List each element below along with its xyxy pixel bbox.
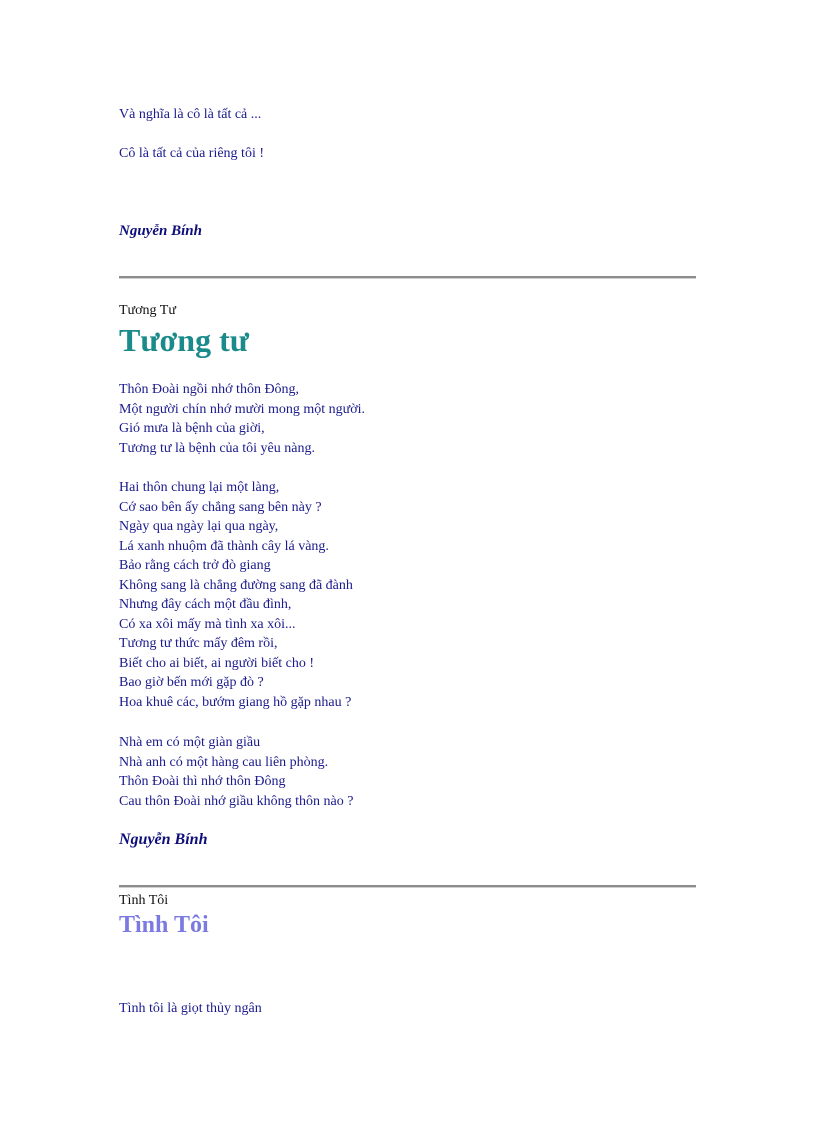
poem-line: Tương tư thức mấy đêm rồi, <box>119 636 278 651</box>
poem1-title: Tương tư <box>119 322 249 358</box>
poem-line: Cau thôn Đoài nhớ giầu không thôn nào ? <box>119 793 354 809</box>
poem2-small-title: Tình Tôi <box>119 893 169 908</box>
poem-line: Thôn Đoài thì nhớ thôn Đông <box>119 774 286 789</box>
intro-line-1: Và nghĩa là cô là tất cả ... <box>119 107 262 122</box>
poem2-title: Tình Tôi <box>119 912 209 938</box>
intro-line-2: Cô là tất cả của riêng tôi ! <box>119 146 264 161</box>
poem1-stanza-2 <box>119 478 353 712</box>
poem1-small-title: Tương Tư <box>119 303 176 318</box>
poem-line: Biết cho ai biết, ai người biết cho ! <box>119 655 314 671</box>
poem-line: Nhà anh có một hàng cau liên phòng. <box>119 754 329 770</box>
poem-line: Lá xanh nhuộm đã thành cây lá vàng. <box>119 538 329 554</box>
poem-line: Nhưng đây cách một đầu đình, <box>119 597 292 612</box>
poem2-first-line: Tình tôi là giọt thủy ngân <box>119 1001 262 1016</box>
poem-line: Hoa khuê các, bướm giang hồ gặp nhau ? <box>119 694 352 710</box>
poem-line: Cớ sao bên ấy chẳng sang bên này ? <box>119 499 322 515</box>
divider-1 <box>119 276 696 279</box>
intro-signature: Nguyễn Bính <box>119 223 202 239</box>
poem1-stanza-1 <box>119 380 365 458</box>
poem-line: Ngày qua ngày lại qua ngày, <box>119 519 279 534</box>
divider-2 <box>119 885 696 888</box>
poem-line: Hai thôn chung lại một làng, <box>119 480 280 495</box>
poem-line: Nhà em có một giàn giầu <box>119 735 261 750</box>
poem-line: Một người chín nhớ mười mong một người. <box>119 401 366 417</box>
poem1-signature: Nguyễn Bính <box>119 831 208 848</box>
poem-line: Không sang là chẳng đường sang đã đành <box>119 577 353 593</box>
poem-line: Gió mưa là bệnh của giời, <box>119 421 265 436</box>
poem-line: Tương tư là bệnh của tôi yêu nàng. <box>119 440 315 456</box>
poem1-stanza-3 <box>119 733 353 811</box>
poem-line: Có xa xôi mấy mà tình xa xôi... <box>119 616 296 632</box>
poem-line: Thôn Đoài ngồi nhớ thôn Đông, <box>119 382 300 397</box>
poem-line: Bảo rằng cách trở đò giang <box>119 558 271 573</box>
poem-line: Bao giờ bến mới gặp đò ? <box>119 675 264 690</box>
